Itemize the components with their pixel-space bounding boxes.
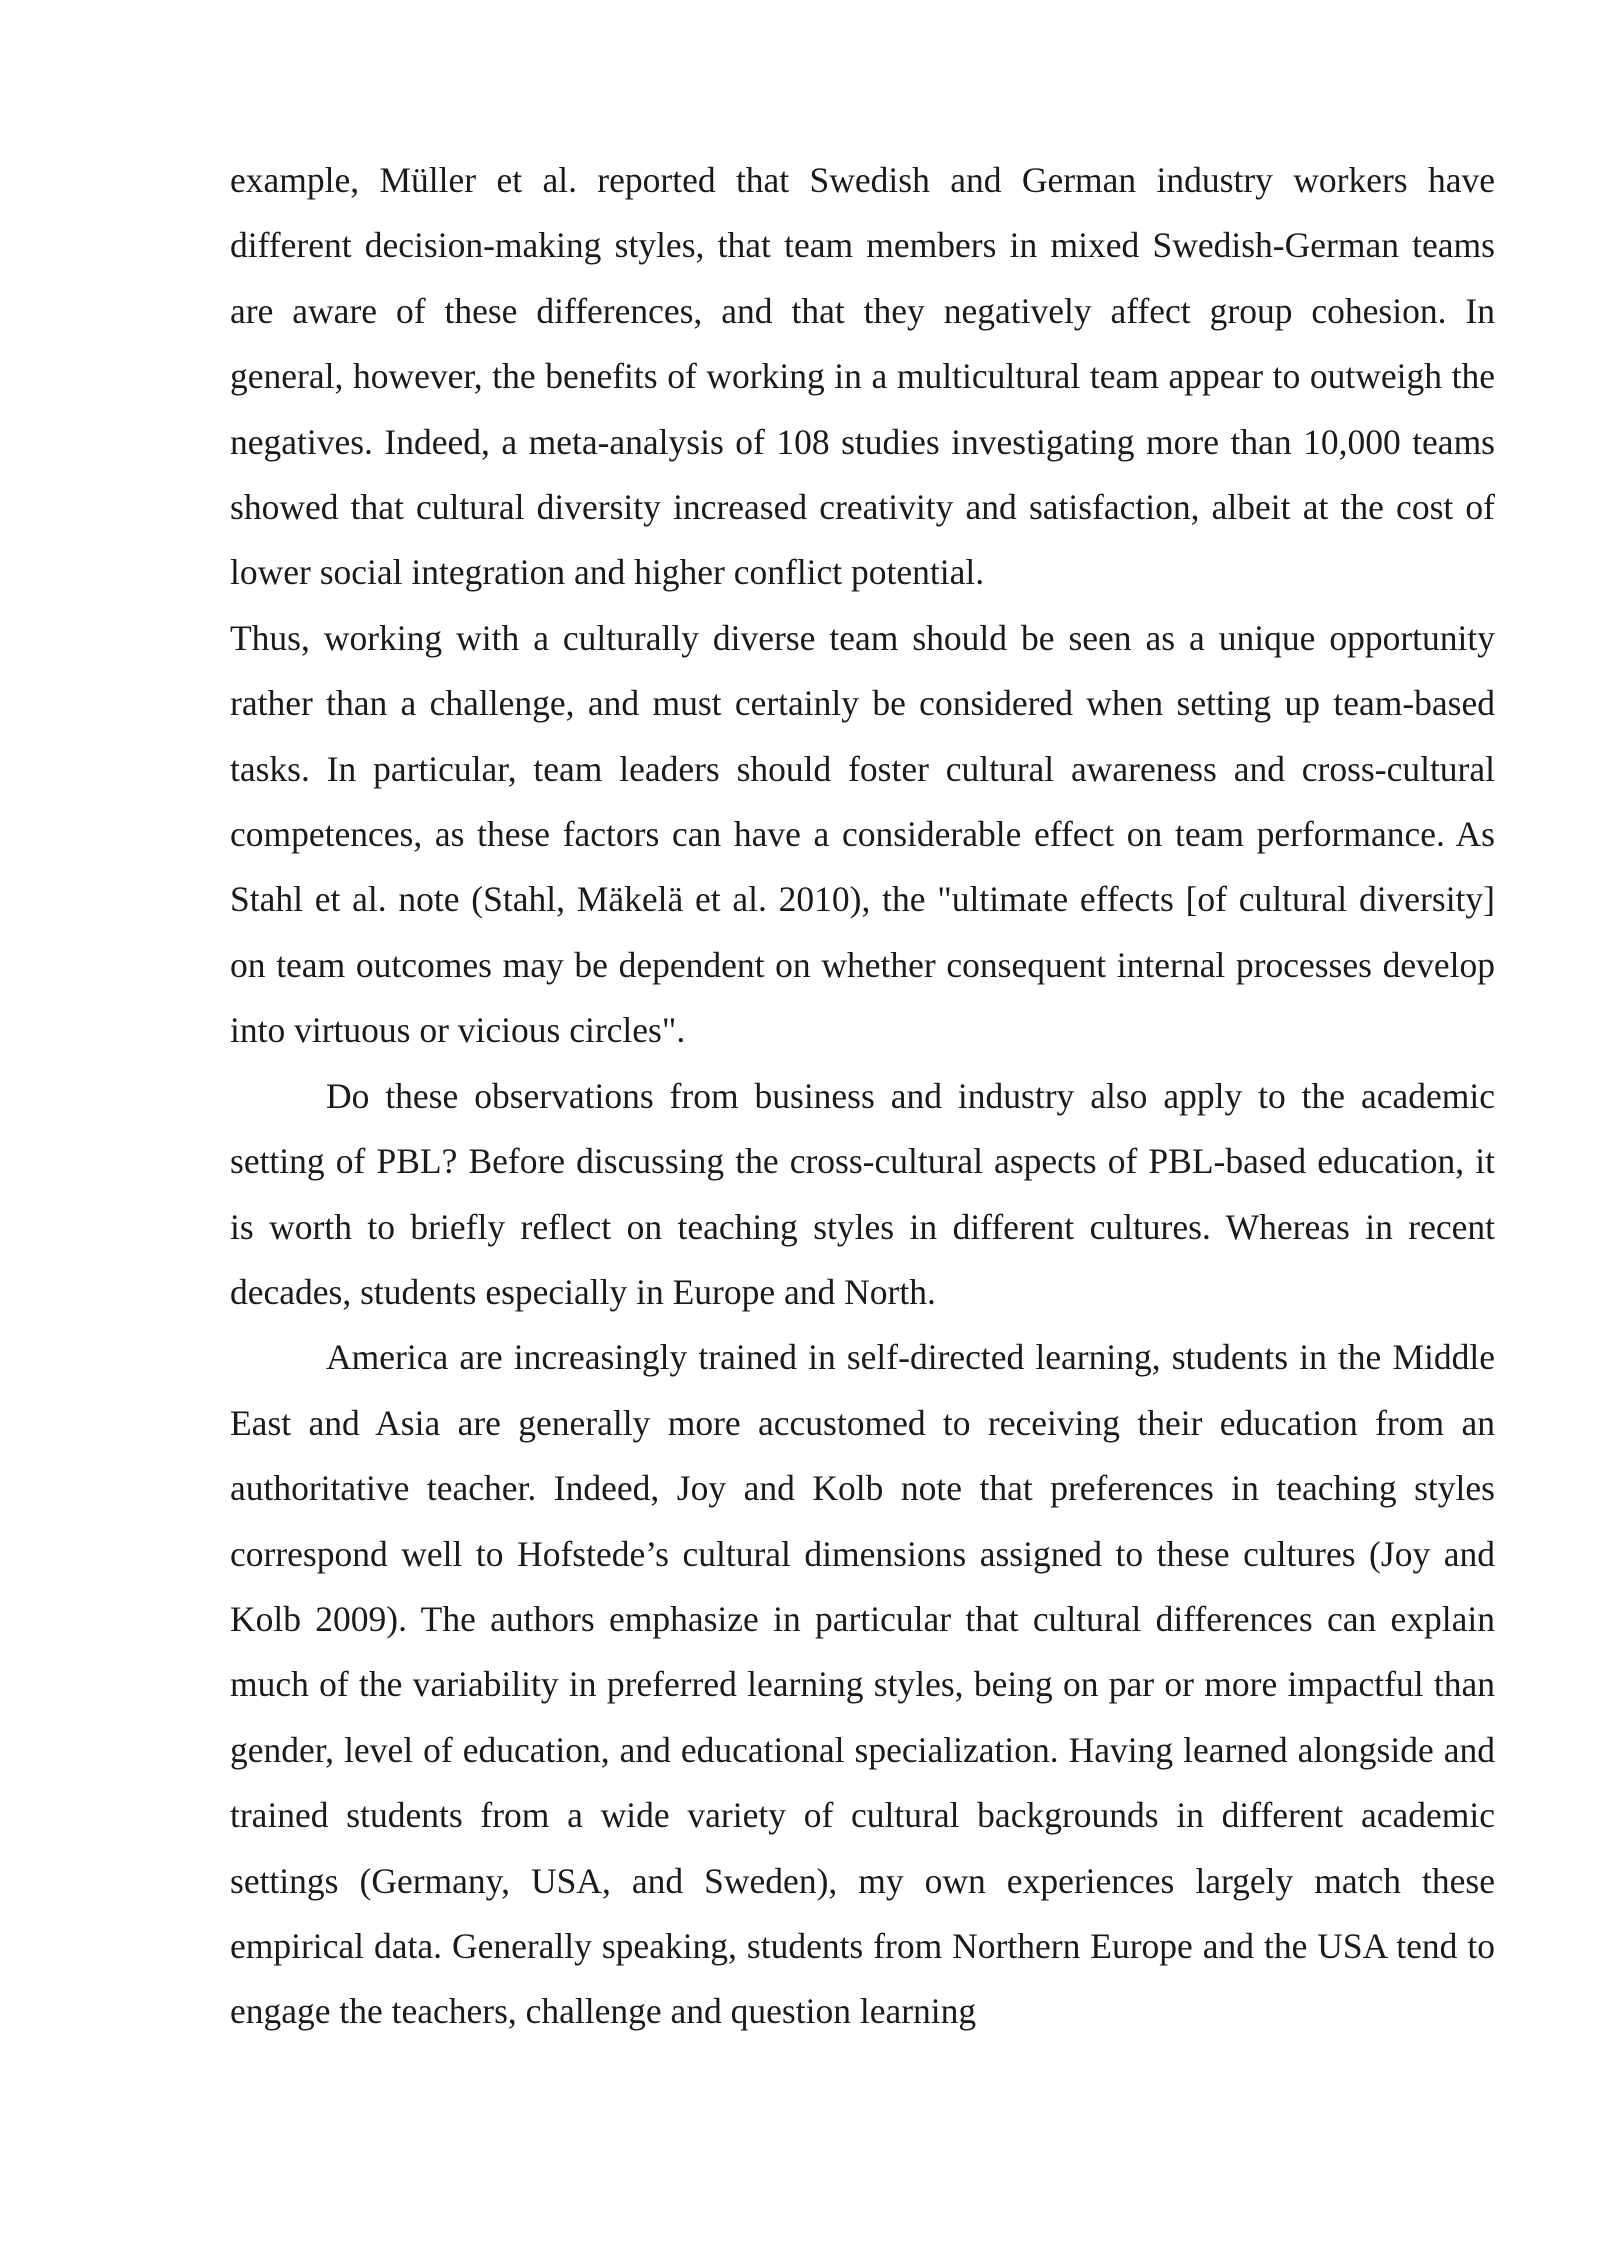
paragraph-2: Thus, working with a culturally diverse team should be seen as a unique opportunity rather than a challenge, and must certainly be considered when setting up team-based tasks. In particular, team leaders should foster cultural awareness and cross-cultural competences, as these factors can have a considerable effect on team performance. As Stahl et al. note (Stahl, Mäkelä et al. 2010), the "ultimate effects [of cultural diversity] on team outcomes may be dependent on whether consequent internal processes develop into virtuous or vicious circles".	[230, 617, 1495, 1051]
body-text	[230, 148, 1495, 2045]
paragraph-3: Do these observations from business and industry also apply to the academic setting of PBL? Before discussing the cross-cultural aspects of PBL-based education, it is worth to briefly reflect on teaching styles in different cultures. Whereas in recent decades, students especially in Europe and North.	[230, 1075, 1495, 1312]
paragraph-1: example, Müller et al. reported that Swedish and German industry workers have different decision-making styles, that team members in mixed Swedish-German teams are aware of these differences, and that they negatively affect group cohesion. In general, however, the benefits of working in a multicultural team appear to outweigh the negatives. Indeed, a meta-analysis of 108 studies investigating more than 10,000 teams showed that cultural diversity increased creativity and satisfaction, albeit at the cost of lower social integration and higher conflict potential.	[230, 160, 1495, 593]
paragraph-4: America are increasingly trained in self-directed learning, students in the Middle East and Asia are generally more accustomed to receiving their education from an authoritative teacher. Indeed, Joy and Kolb note that preferences in teaching styles correspond well to Hofstede’s cultural dimensions assigned to these cultures (Joy and Kolb 2009). The authors emphasize in particular that cultural differences can explain much of the variability in preferred learning styles, being on par or more impactful than gender, level of education, and educational specialization. Having learned alongside and trained students from a wide variety of cultural backgrounds in different academic settings (Germany, USA, and Sweden), my own experiences largely match these empirical data. Generally speaking, students from Northern Europe and the USA tend to engage the teachers, challenge and question learning	[230, 1337, 1495, 2032]
